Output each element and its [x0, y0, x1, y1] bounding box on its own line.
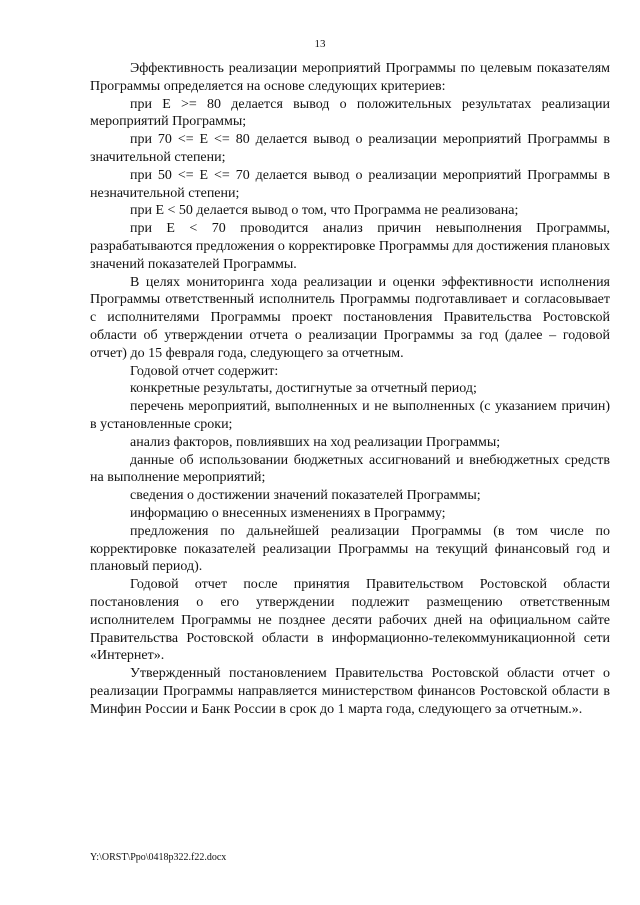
paragraph: при E >= 80 делается вывод о положительных результатах реализации мероприятий Программы;: [90, 96, 610, 130]
paragraph: данные об использовании бюджетных ассигнований и внебюджетных средств на выполнение мероприятий;: [90, 452, 610, 486]
paragraph: Годовой отчет после принятия Правительством Ростовской области постановления о его утверждении подлежит размещению ответственным исполнителем Программы не позднее десяти рабочих дней на официальном сайте Правительства Ростовской области в информационно-телекоммуникационной сети «Интернет».: [90, 577, 610, 664]
paragraph: при E < 50 делается вывод о том, что Программа не реализована;: [130, 203, 519, 219]
paragraph: сведения о достижении значений показателей Программы;: [130, 488, 481, 504]
paragraph: Утвержденный постановлением Правительства Ростовской области отчет о реализации Программы направляется министерством финансов Ростовской области в Минфин России и Банк России в срок до 1 марта года, следующего за отчетным.».: [90, 666, 610, 717]
paragraph: конкретные результаты, достигнутые за отчетный период;: [130, 381, 477, 397]
body-text: [90, 60, 610, 718]
paragraph: Годовой отчет содержит:: [130, 363, 279, 379]
paragraph: перечень мероприятий, выполненных и не выполненных (с указанием причин) в установленные сроки;: [90, 399, 610, 432]
paragraph: при 50 <= E <= 70 делается вывод о реализации мероприятий Программы в незначительной степени;: [90, 167, 610, 201]
paragraph: В целях мониторинга хода реализации и оценки эффективности исполнения Программы ответственный исполнитель Программы подготавливает и согласовывает с исполнителями Программы проект постановления Правительства Ростовской области об утверждении отчета о реализации Программы за год (далее – годовой отчет) до 15 февраля года, следующего за отчетным.: [90, 274, 610, 361]
paragraph: Эффективность реализации мероприятий Программы по целевым показателям Программы определяется на основе следующих критериев:: [90, 61, 610, 94]
paragraph: анализ факторов, повлиявших на ход реализации Программы;: [130, 434, 501, 450]
paragraph: предложения по дальнейшей реализации Программы (в том числе по корректировке показателей реализации Программы на текущий финансовый год и плановый период).: [90, 523, 610, 575]
paragraph: при E < 70 проводится анализ причин невыполнения Программы, разрабатываются предложения о корректировке Программы для достижения плановых значений показателей Программы.: [90, 221, 610, 272]
paragraph: при 70 <= E <= 80 делается вывод о реализации мероприятий Программы в значительной степени;: [90, 132, 610, 165]
page-number: 13: [314, 38, 326, 50]
file-path-footer: Y:\ORST\Ppo\0418p322.f22.docx: [90, 852, 227, 863]
paragraph: информацию о внесенных изменениях в Программу;: [130, 505, 446, 521]
